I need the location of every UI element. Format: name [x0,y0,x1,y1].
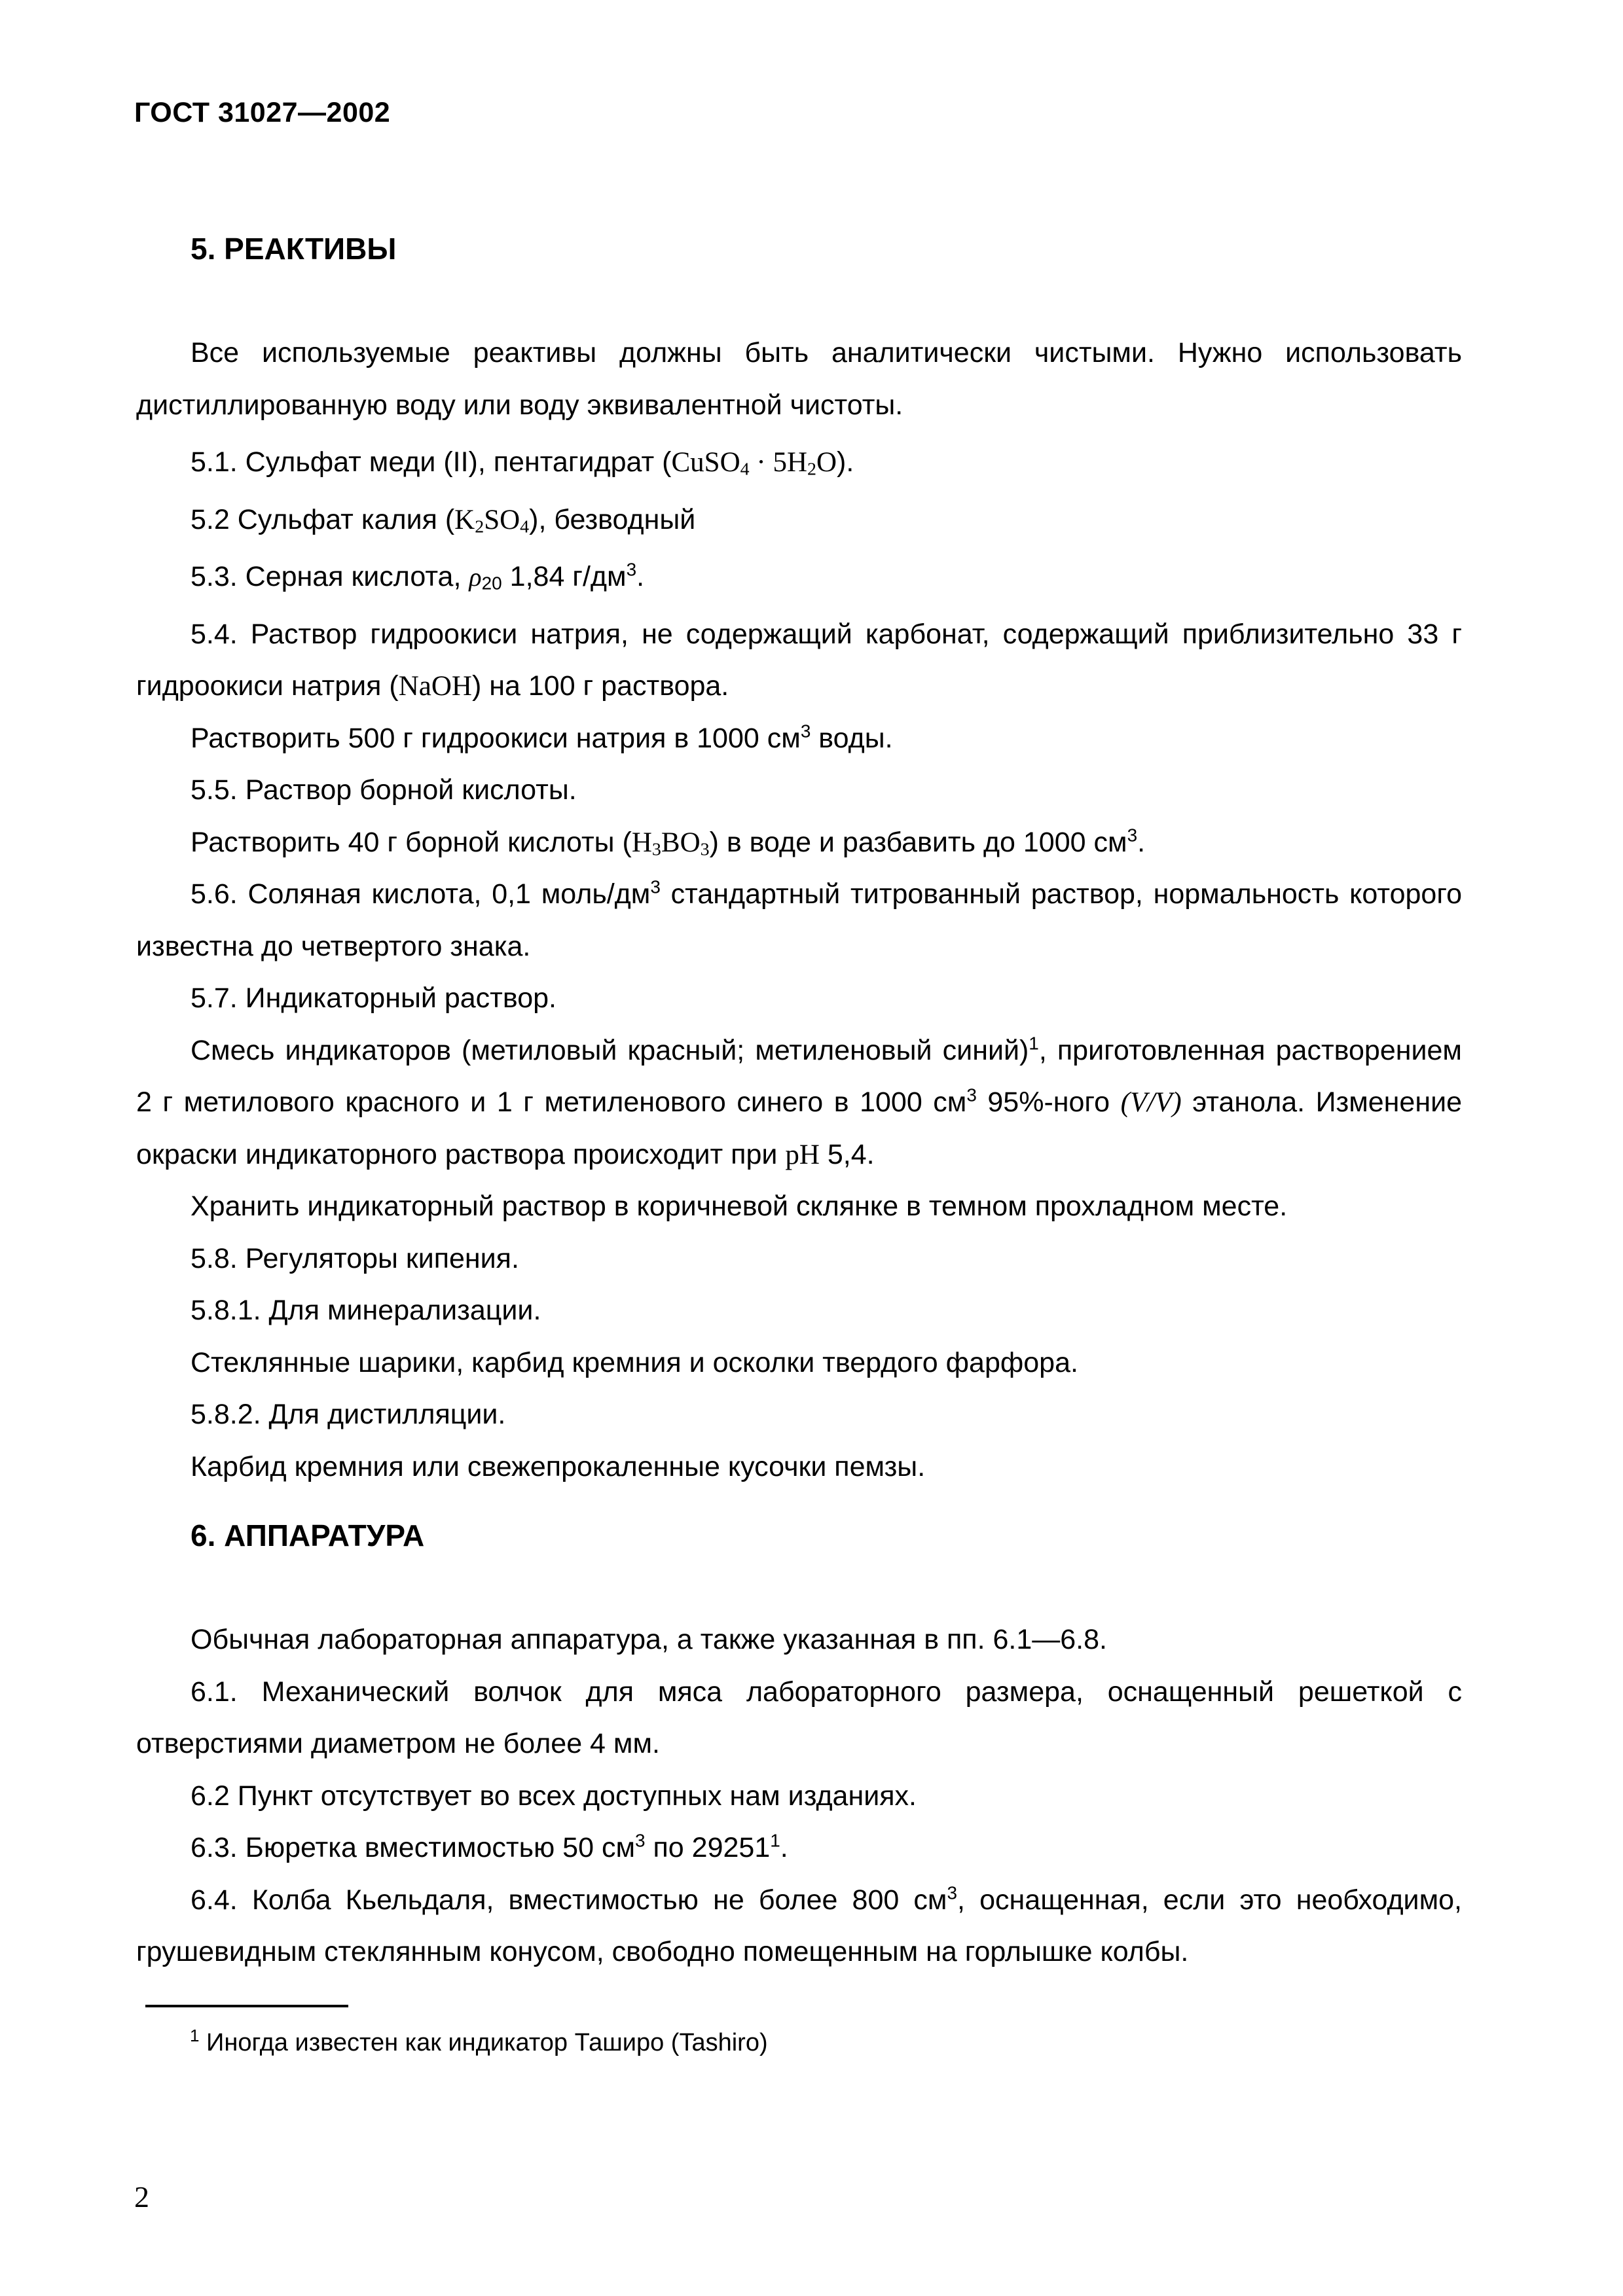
item-5-2: 5.2 Сульфат калия $(K_2SO_4)$, безводный [191,503,696,537]
section-5-intro: Все используемые реактивы должны быть аналитически чистыми. Нужно использовать дистиллированную воду или воду эквивалентной чистоты. [136,337,1462,421]
item-5-6: 5.6. Соляная кислота, 0,1 моль/$дм^3$ стандартный титрованный раствор, нормальность которого известна до четвертого знака. [136,876,1462,962]
item-5-8-1: 5.8.1. Для минерализации. [191,1295,541,1326]
item-5-8-1-text: Стеклянные шарики, карбид кремния и осколки твердого фарфора. [191,1346,1078,1378]
footnote-mark: 1 [190,2026,200,2045]
item-6-1: 6.1. Механический волчок для мяса лабораторного размера, оснащенный решеткой с отверстиями диаметром не более 4 мм. [136,1676,1462,1759]
footnote-text: Иногда известен как индикатор Таширо (Tashiro) [199,2029,768,2056]
document-header: ГОСТ 31027—2002 [134,97,391,128]
item-5-4: 5.4. Раствор гидроокиси натрия, не содержащий карбонат, содержащий приблизительно 33 г гидроокиси натрия (NaOH) на 100 г раствора. [136,618,1462,702]
page-number: 2 [134,2180,149,2214]
item-5-8-2-text: Карбид кремния или свежепрокаленные кусочки пемзы. [191,1450,926,1482]
item-5-7-mixture: Смесь индикаторов (метиловый красный; метиленовый синий)$^1$, приготовленная растворением 2 г метилового красного и 1 г метиленового синего в 1000 $см^3$ 95%-ного (V/V) этанола. Изменение окраски индикаторного раствора происходит при pH 5,4. [136,1033,1463,1170]
item-6-3: 6.3. Бюретка вместимостью 50 $см^3$ по 29251$^1$. [191,1830,788,1863]
section-6-heading: 6. АППАРАТУРА [191,1518,425,1552]
item-5-4-dissolve: Растворить 500 г гидроокиси натрия в 1000 $см^3$ воды. [191,721,893,754]
page-content [136,223,1462,1979]
item-5-7-storage: Хранить индикаторный раствор в коричневой склянке в темном прохладном месте. [191,1191,1288,1222]
section-6-intro: Обычная лабораторная аппаратура, а также указанная в пп. 6.1—6.8. [191,1624,1107,1655]
item-5-7: 5.7. Индикаторный раствор. [191,982,556,1014]
item-5-5-dissolve: Растворить 40 г борной кислоты $(H_3BO_3)$ в воде и разбавить до 1000 $см^3$. [191,825,1146,860]
item-6-2: 6.2 Пункт отсутствует во всех доступных нам изданиях. [191,1780,917,1812]
item-5-8-2: 5.8.2. Для дистилляции. [191,1399,506,1430]
section-5-heading: 5. РЕАКТИВЫ [191,232,397,266]
item-5-1: 5.1. Сульфат меди (II), пентагидрат (CuSO$_4$ · $5H_2O$). [191,446,854,480]
footnote-separator [145,2005,348,2007]
footnote [190,2027,768,2058]
item-5-8: 5.8. Регуляторы кипения. [191,1242,519,1274]
item-5-5: 5.5. Раствор борной кислоты. [191,774,577,806]
item-5-3: 5.3. Серная кислота, $\rho_{20}$ 1,84 $г/дм^3$. [191,559,645,594]
item-6-4: 6.4. Колба Кьельдаля, вместимостью не более 800 $см^3$, оснащенная, если это необходимо, грушевидным стеклянным конусом, свободно помещенным на горлышке колбы. [136,1882,1463,1967]
